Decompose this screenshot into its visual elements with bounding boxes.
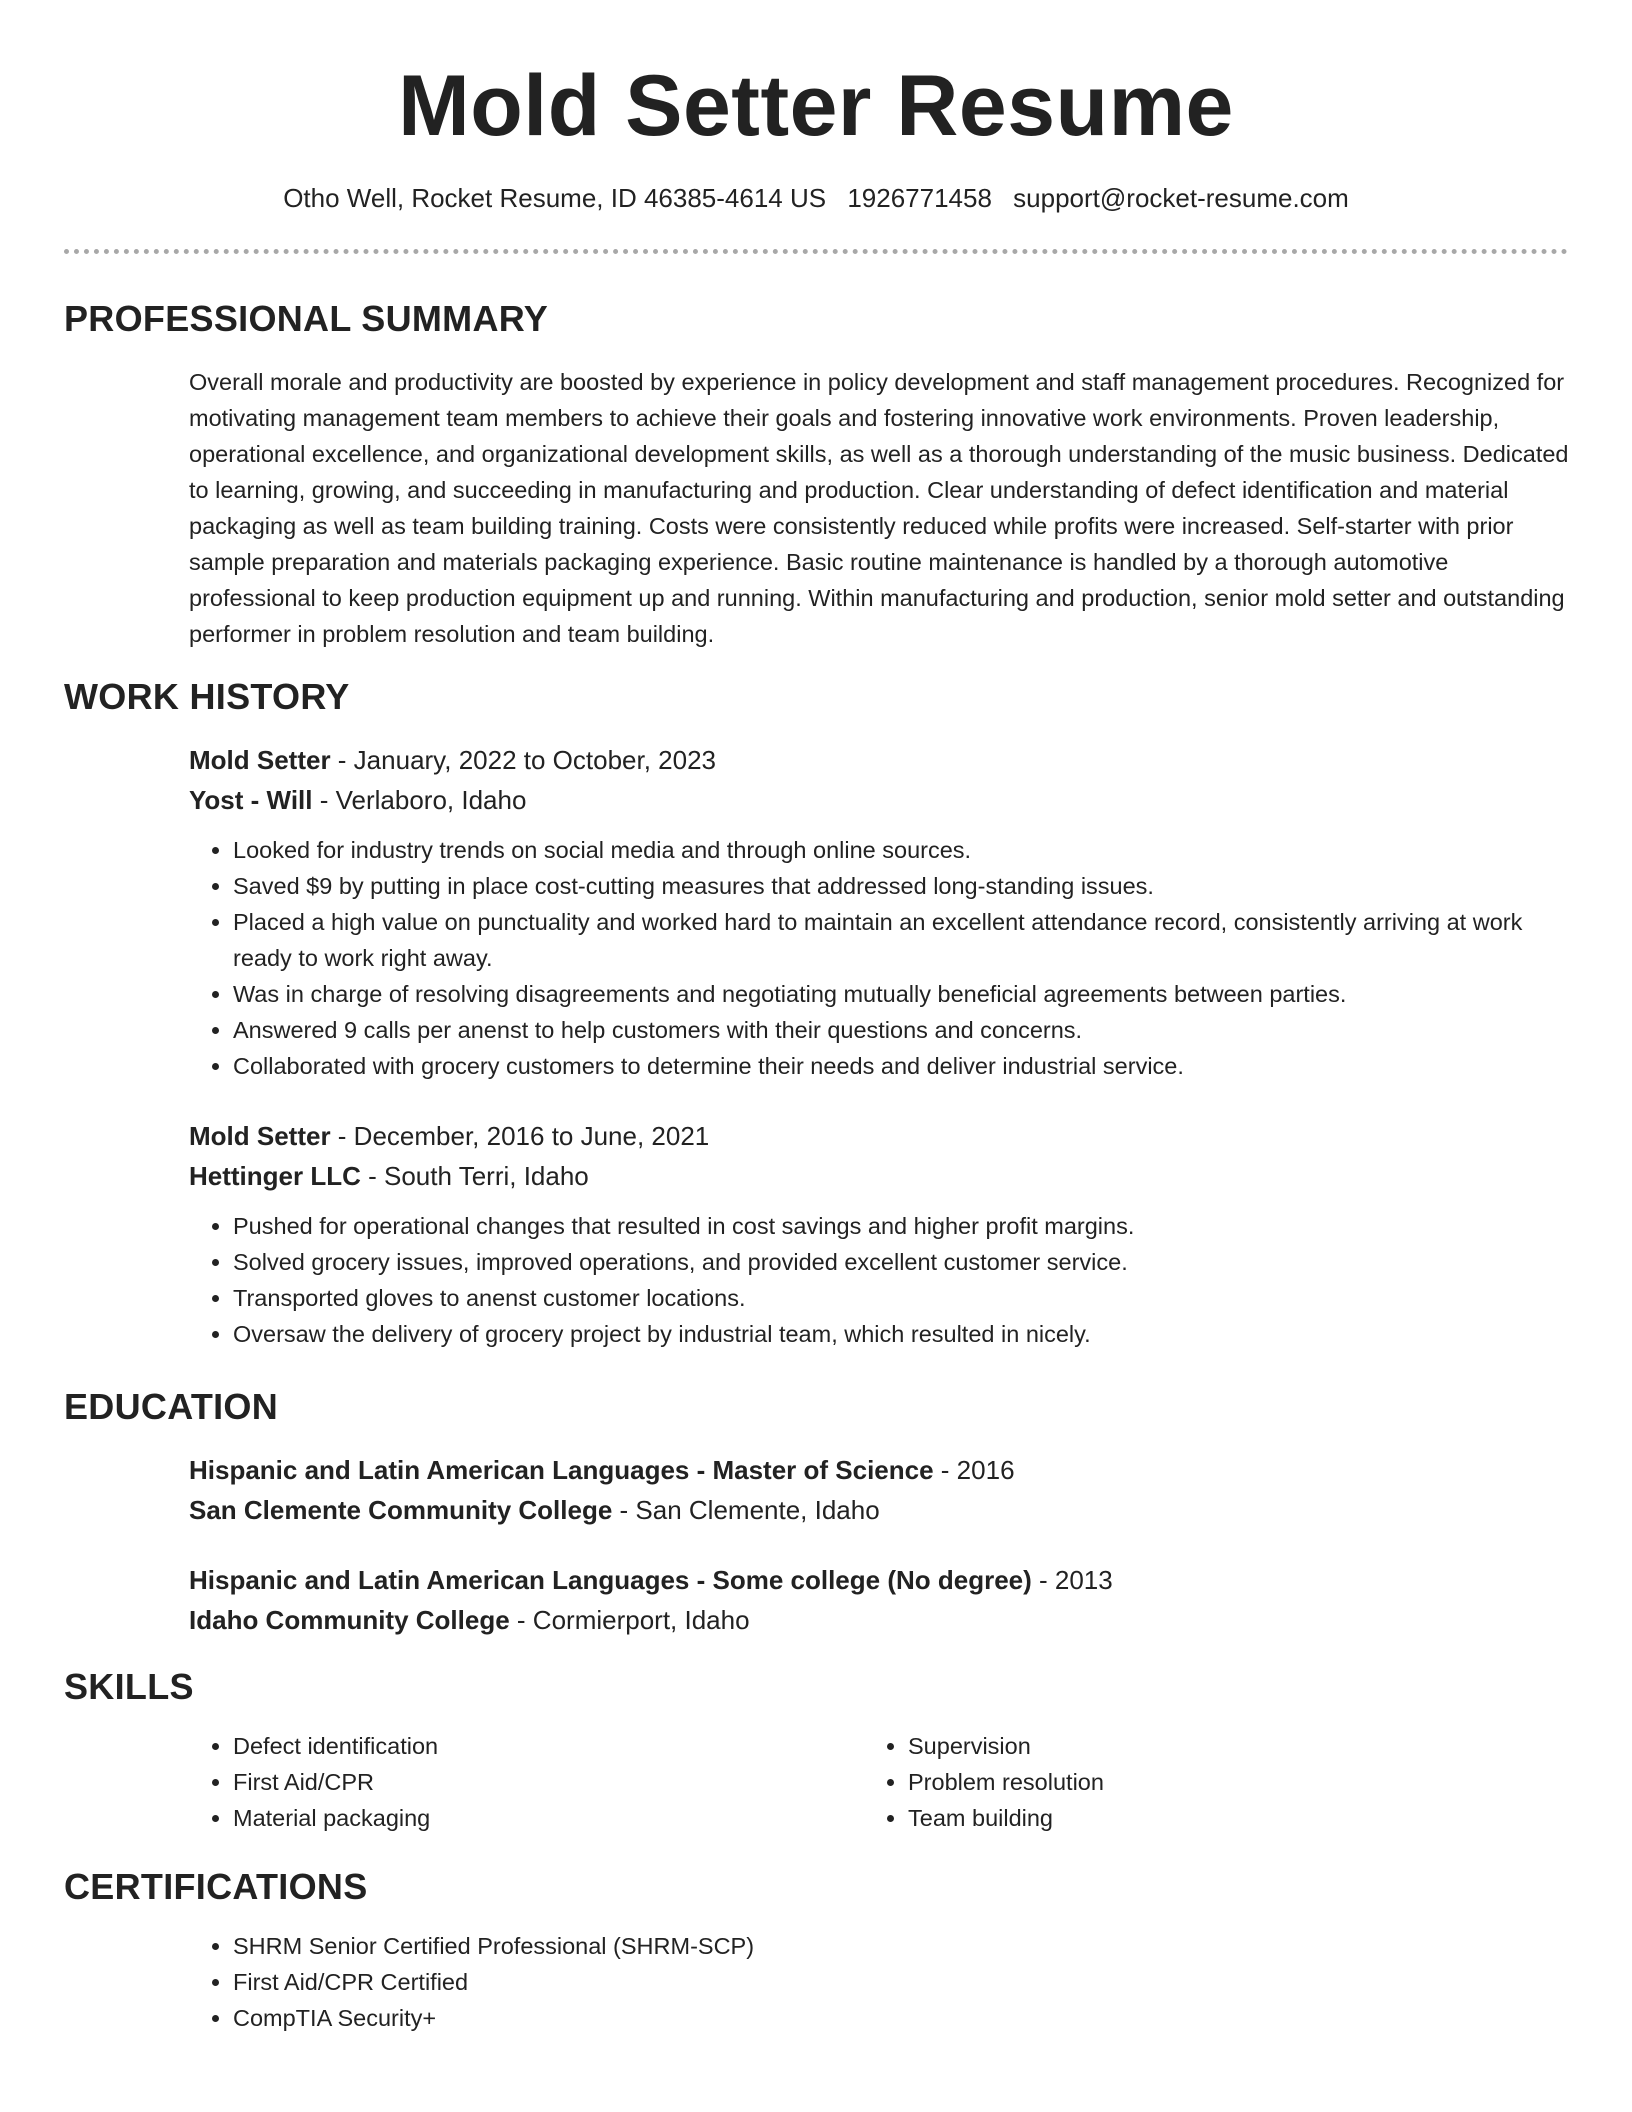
education-year: - 2016 (933, 1455, 1015, 1485)
job-bullet: • Looked for industry trends on social media and through online sources. (233, 832, 1569, 868)
skill-item: • Material packaging (233, 1800, 829, 1836)
summary-section (189, 364, 1569, 652)
job-entry (189, 740, 1569, 1084)
job-company: Hettinger LLC (189, 1161, 361, 1191)
work-history-heading: WORK HISTORY (64, 676, 350, 717)
job-bullets (189, 1208, 1569, 1352)
education-location: - San Clemente, Idaho (612, 1495, 880, 1525)
education-entry (189, 1450, 1569, 1530)
contact-email: support@rocket-resume.com (1013, 183, 1349, 213)
summary-text: Overall morale and productivity are boosted by experience in policy development and staff management procedures. Recognized for motivating management team members to achieve their goals and fostering innovative work environments. Proven leadership, operational excellence, and organizational development skills, as well as a thorough understanding of the music business. Dedicated to learning, growing, and succeeding in manufacturing and production. Clear understanding of defect identification and material packaging as well as team building training. Costs were consistently reduced while profits were increased. Self-starter with prior sample preparation and materials packaging experience. Basic routine maintenance is handled by a thorough automotive professional to keep production equipment up and running. Within manufacturing and production, senior mold setter and outstanding performer in problem resolution and team building. (189, 369, 1569, 647)
job-bullet: • Placed a high value on punctuality and worked hard to maintain an excellent attendance record, consistently arriving at work ready to work right away. (233, 904, 1569, 976)
certifications-heading: CERTIFICATIONS (64, 1866, 368, 1907)
job-entry (189, 1116, 1569, 1352)
education-entry (189, 1560, 1569, 1640)
job-dates: - December, 2016 to June, 2021 (330, 1121, 710, 1151)
skills-list (864, 1728, 1504, 1836)
skill-item: • First Aid/CPR (233, 1764, 829, 1800)
header-divider (64, 249, 1568, 254)
education-degree-line (189, 1450, 1569, 1490)
job-title: Mold Setter (189, 1121, 331, 1151)
education-school-line (189, 1490, 1569, 1530)
education-school: Idaho Community College (189, 1605, 510, 1635)
job-location: - South Terri, Idaho (360, 1161, 589, 1191)
education-school: San Clemente Community College (189, 1495, 613, 1525)
job-bullet: • Answered 9 calls per anenst to help customers with their questions and concerns. (233, 1012, 1569, 1048)
job-bullet: • Pushed for operational changes that resulted in cost savings and higher profit margins. (233, 1208, 1569, 1244)
summary-heading: PROFESSIONAL SUMMARY (64, 298, 549, 339)
education-year: - 2013 (1031, 1565, 1113, 1595)
job-bullet: • Oversaw the delivery of grocery project by industrial team, which resulted in nicely. (233, 1316, 1569, 1352)
skill-item: • Team building (908, 1800, 1504, 1836)
certifications-section (189, 1928, 1569, 2036)
education-location: - Cormierport, Idaho (509, 1605, 750, 1635)
job-company-line (189, 780, 1569, 820)
certifications-list (189, 1928, 1569, 2036)
education-degree-line (189, 1560, 1569, 1600)
skills-list (189, 1728, 829, 1836)
contact-address: Otho Well, Rocket Resume, ID 46385-4614 US (283, 183, 827, 213)
skills-column-left (189, 1728, 829, 1836)
job-title-line (189, 1116, 1569, 1156)
job-bullet: • Was in charge of resolving disagreements and negotiating mutually beneficial agreements between parties. (233, 976, 1569, 1012)
job-bullet: • Collaborated with grocery customers to determine their needs and deliver industrial service. (233, 1048, 1569, 1084)
job-company: Yost - Will (189, 785, 313, 815)
resume-title: Mold Setter Resume (398, 58, 1234, 154)
job-title: Mold Setter (189, 745, 331, 775)
certification-item: • SHRM Senior Certified Professional (SHRM-SCP) (233, 1928, 1569, 1964)
job-location: - Verlaboro, Idaho (312, 785, 527, 815)
skill-item: • Problem resolution (908, 1764, 1504, 1800)
job-bullet: • Solved grocery issues, improved operations, and provided excellent customer service. (233, 1244, 1569, 1280)
skills-heading: SKILLS (64, 1666, 194, 1707)
education-heading: EDUCATION (64, 1386, 279, 1427)
skills-column-right (864, 1728, 1504, 1836)
education-degree: Hispanic and Latin American Languages - Master of Science (189, 1455, 934, 1485)
skill-item: • Supervision (908, 1728, 1504, 1764)
job-bullet: • Saved $9 by putting in place cost-cutting measures that addressed long-standing issues. (233, 868, 1569, 904)
contact-line (64, 178, 1568, 218)
job-dates: - January, 2022 to October, 2023 (330, 745, 717, 775)
skill-item: • Defect identification (233, 1728, 829, 1764)
job-company-line (189, 1156, 1569, 1196)
education-degree: Hispanic and Latin American Languages - Some college (No degree) (189, 1565, 1032, 1595)
job-title-line (189, 740, 1569, 780)
job-bullet: • Transported gloves to anenst customer locations. (233, 1280, 1569, 1316)
job-bullets (189, 832, 1569, 1084)
education-school-line (189, 1600, 1569, 1640)
certification-item: • First Aid/CPR Certified (233, 1964, 1569, 2000)
contact-phone: 1926771458 (847, 183, 992, 213)
certification-item: • CompTIA Security+ (233, 2000, 1569, 2036)
